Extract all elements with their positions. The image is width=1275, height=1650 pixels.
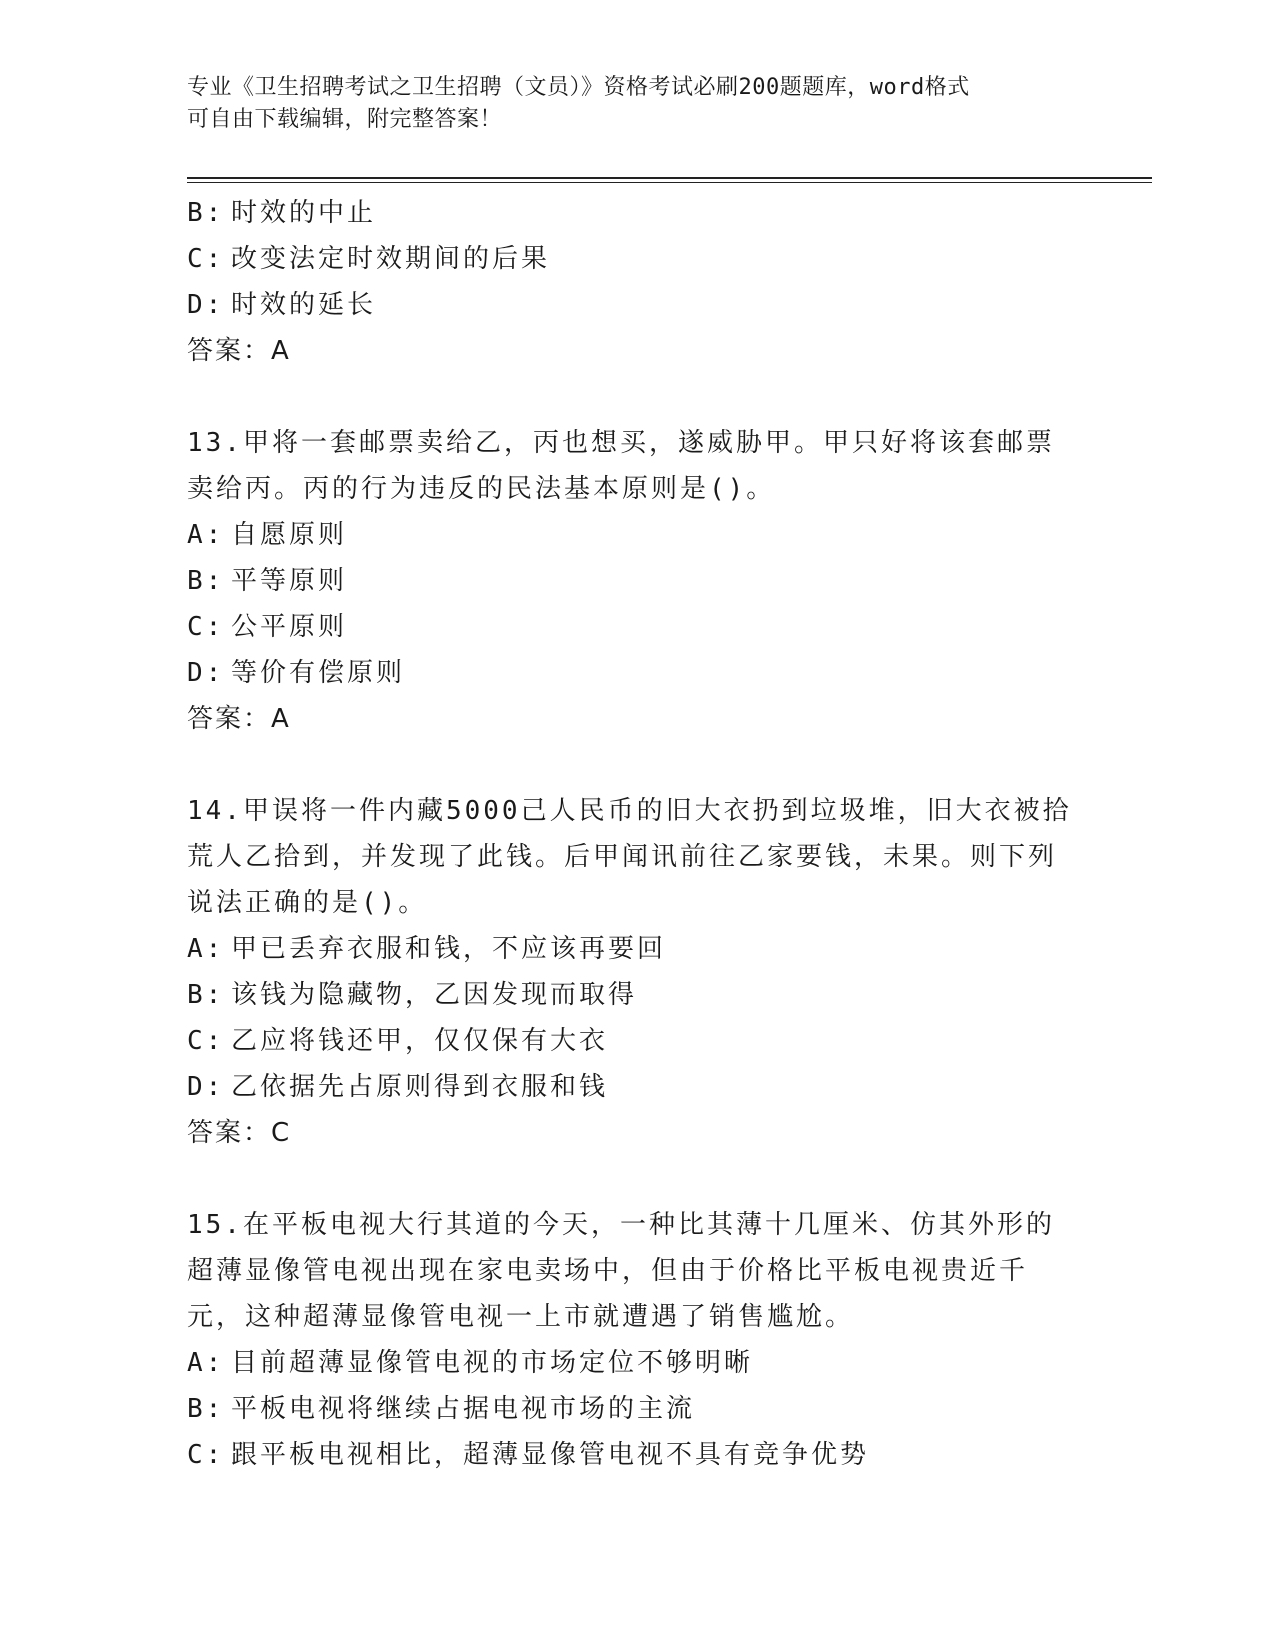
answer-line: 答案：A: [187, 336, 291, 366]
document-header: [187, 72, 1087, 136]
option-letter: B:: [187, 198, 225, 228]
question-stem: 15.在平板电视大行其道的今天，一种比其薄十几厘米、仿其外形的超薄显像管电视出现在家电卖场中，但由于价格比平板电视贵近千元，这种超薄显像管电视一上市就遭遇了销售尴尬。: [187, 1210, 1055, 1332]
option-text: 自愿原则: [231, 520, 348, 550]
option-a: [187, 1340, 1087, 1386]
option-a: [187, 512, 1087, 558]
option-text: 平等原则: [231, 566, 348, 596]
option-d: [187, 650, 1087, 696]
option-c: [187, 236, 1087, 282]
option-letter: A:: [187, 934, 225, 964]
option-letter: D:: [187, 1072, 225, 1102]
option-text: 乙应将钱还甲，仅仅保有大衣: [231, 1026, 609, 1056]
option-a: [187, 926, 1087, 972]
option-text: 甲已丢弃衣服和钱，不应该再要回: [231, 934, 667, 964]
question-14: [187, 788, 1087, 1156]
option-letter: A:: [187, 1348, 225, 1378]
answer-line: 答案：C: [187, 1118, 292, 1148]
option-letter: C:: [187, 244, 225, 274]
question-stem: 14.甲误将一件内藏5000己人民币的旧大衣扔到垃圾堆，旧大衣被拾荒人乙拾到，并发现了此钱。后甲闻讯前往乙家要钱，未果。则下列说法正确的是()。: [187, 796, 1072, 918]
option-b: [187, 558, 1087, 604]
option-text: 公平原则: [231, 612, 348, 642]
option-letter: D:: [187, 290, 225, 320]
option-text: 等价有偿原则: [231, 658, 406, 688]
option-text: 目前超薄显像管电视的市场定位不够明晰: [231, 1348, 754, 1378]
header-line-2: 可自由下载编辑，附完整答案！: [187, 107, 503, 132]
header-divider-thin: [187, 182, 1152, 183]
option-b: [187, 972, 1087, 1018]
option-text: 改变法定时效期间的后果: [231, 244, 551, 274]
question-stem: 13.甲将一套邮票卖给乙，丙也想买，遂威胁甲。甲只好将该套邮票卖给丙。丙的行为违反的民法基本原则是()。: [187, 428, 1055, 504]
option-letter: C:: [187, 1440, 225, 1470]
option-c: [187, 1432, 1087, 1478]
option-b: [187, 1386, 1087, 1432]
option-d: [187, 282, 1087, 328]
option-text: 时效的延长: [231, 290, 377, 320]
question-15: [187, 1202, 1087, 1478]
option-letter: D:: [187, 658, 225, 688]
question-13: [187, 420, 1087, 742]
option-letter: A:: [187, 520, 225, 550]
answer-line: 答案：A: [187, 704, 291, 734]
header-divider-thick: [187, 177, 1152, 179]
option-d: [187, 1064, 1087, 1110]
option-letter: C:: [187, 1026, 225, 1056]
option-c: [187, 1018, 1087, 1064]
option-letter: B:: [187, 1394, 225, 1424]
option-b: [187, 190, 1087, 236]
option-c: [187, 604, 1087, 650]
option-letter: C:: [187, 612, 225, 642]
option-text: 时效的中止: [231, 198, 377, 228]
question-12-continued: [187, 190, 1087, 374]
question-list: [187, 190, 1087, 1478]
option-text: 跟平板电视相比，超薄显像管电视不具有竞争优势: [231, 1440, 870, 1470]
option-text: 该钱为隐藏物，乙因发现而取得: [231, 980, 638, 1010]
header-line-1: 专业《卫生招聘考试之卫生招聘（文员）》资格考试必刷200题题库，word格式: [187, 75, 970, 100]
option-letter: B:: [187, 566, 225, 596]
option-text: 平板电视将继续占据电视市场的主流: [231, 1394, 696, 1424]
option-text: 乙依据先占原则得到衣服和钱: [231, 1072, 609, 1102]
option-letter: B:: [187, 980, 225, 1010]
